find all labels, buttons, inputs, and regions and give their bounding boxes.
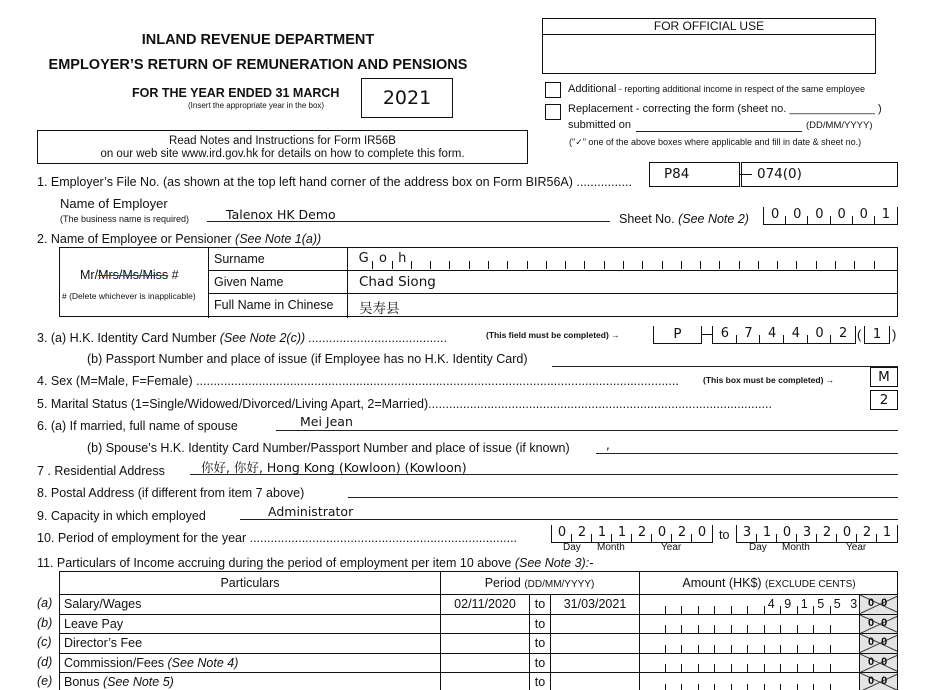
surname-letter-cell[interactable] [701,251,720,269]
cents-cell [859,615,898,634]
hkid-digit-5: 2 [839,326,848,341]
employer-name-value[interactable]: Talenox HK Demo [226,207,336,222]
period-to-label: to [534,636,546,650]
amount-tick [830,664,831,672]
surname-letter-cell[interactable] [720,251,739,269]
period-from-digit-cell[interactable] [552,525,572,542]
amount-tick [764,684,765,690]
to-day-label: Day [749,542,767,553]
given-name-value[interactable]: Chad Siong [359,274,436,290]
row-divider [60,614,898,615]
income-table [59,571,898,690]
amount-tick [731,625,732,633]
period-from-digit-5: 0 [657,525,667,540]
submitted-on-label: submitted on [568,119,631,131]
period-to-digit-1: 1 [762,525,772,540]
surname-letter-cell[interactable] [663,251,682,269]
official-use-box [542,18,876,74]
income-label: Director’s Fee [64,636,143,650]
amount-tick [780,625,781,633]
period-to-digit-2: 0 [782,525,792,540]
cents-value: 0 0 [868,636,890,648]
employer-name-note: (The business name is required) [60,214,190,224]
item-5-label: 5. Marital Status (1=Single/Widowed/Divorced/Living Apart, 2=Married)................................................................................................... [37,397,772,411]
income-row-label [64,617,123,631]
file-no-part-a[interactable]: P84 [649,162,740,187]
official-use-label: FOR OFFICIAL USE [543,19,875,35]
additional-checkbox[interactable] [545,82,561,98]
income-row-letter: (c) [37,635,52,649]
income-row-label [64,675,174,689]
amount-digit[interactable]: 9 [784,597,792,611]
surname-letter-cell[interactable] [740,251,759,269]
amount-tick [797,645,798,653]
period-to-label: to [534,675,546,689]
notes-box [37,130,528,164]
amount-tick [698,625,699,633]
surname-letter-cell[interactable] [624,251,643,269]
surname-letter-cell[interactable] [354,251,373,269]
sheet-digit-5: 1 [881,207,891,222]
hkid-check-digit[interactable]: 1 [864,326,890,344]
amount-tick [830,645,831,653]
col-particulars: Particulars [220,576,280,590]
from-month-label: Month [597,542,625,553]
sheet-digit-cell[interactable] [808,207,830,224]
hkid-digit-cell[interactable] [808,326,832,343]
amount-tick [780,645,781,653]
period-to-label: to [534,655,546,670]
chinese-name-value[interactable]: 吴寿县 [359,301,400,317]
period-from-field[interactable] [551,525,713,543]
amount-tick [714,684,715,690]
item-1-label: 1. Employer’s File No. (as shown at the top left hand corner of the address box on Form BIR56A) ................ [37,175,632,189]
hkid-paren-close: ) [892,327,897,342]
income-note: (See Note 4) [167,655,239,670]
period-from-digit-6: 2 [677,525,687,540]
amount-tick [813,625,814,633]
replacement-option [568,103,882,115]
surname-letter-cell[interactable] [412,251,431,269]
sheet-digit-cell[interactable] [875,207,897,224]
amount-tick [780,664,781,672]
amount-tick [731,645,732,653]
year-note: (Insert the appropriate year in the box) [188,101,325,110]
hkid-digit-cell[interactable] [784,326,808,343]
surname-letter-cell[interactable] [566,251,585,269]
col-period [440,572,639,594]
period-to-digit-cell[interactable] [817,525,837,542]
amount-tick [681,625,682,633]
to-month-label: Month [782,542,810,553]
period-from-value[interactable]: 02/11/2020 [454,597,516,611]
amount-tick [731,684,732,690]
sheet-no-note: (See Note 2) [678,212,749,226]
item-7-label: 7 . Residential Address [37,464,165,478]
hkid-digit-cell[interactable] [831,326,855,343]
spouse-id-line [596,453,898,454]
period-to-digit-cell[interactable] [777,525,797,542]
period-to-label: to [534,616,546,631]
surname-letter-cell[interactable] [508,251,527,269]
cents-value: 0 0 [868,616,890,629]
amount-tick [764,645,765,653]
item-3a-label [37,331,448,345]
surname-field[interactable] [354,251,894,269]
amount-digit[interactable]: 3 [850,597,858,611]
col-amount-text: Amount (HK$) [682,576,762,590]
spouse-id-value[interactable]: , [606,438,610,452]
item-3a-text: 3. (a) H.K. Identity Card Number [37,331,217,345]
replacement-desc: - correcting the form (sheet no. ______________ ) [632,103,882,115]
period-to-digit-cell[interactable] [837,525,857,542]
hkid-digit-0: 6 [720,326,729,341]
item-4-label: 4. Sex (M=Male, F=Female) ........................................................................................................................................... [37,374,679,388]
surname-letter-cell[interactable] [605,251,624,269]
period-to-value[interactable]: 31/03/2021 [563,597,627,611]
item-2-text: 2. Name of Employee or Pensioner [37,232,232,246]
given-name-label: Given Name [214,275,284,289]
surname-letter-cell[interactable] [547,251,566,269]
chinese-name-label: Full Name in Chinese [214,298,334,312]
amount-tick [830,625,831,633]
marital-status-field[interactable]: 2 [870,390,898,410]
amount-digit[interactable]: 1 [800,597,808,611]
amount-tick [665,625,666,633]
cents-value: 0 0 [868,655,890,668]
additional-label: Additional [568,83,617,95]
period-to-digit-4: 2 [822,525,832,540]
amount-digit[interactable]: 4 [767,597,775,611]
surname-letter-cell[interactable] [855,251,874,269]
submitted-on-line[interactable] [636,131,802,132]
item-2-note: (See Note 1(a)) [235,232,322,246]
period-from-digit-4: 2 [637,525,647,540]
spouse-name-line [276,430,898,431]
amount-tick [813,684,814,690]
amount-tick [797,684,798,690]
year-field[interactable]: 2021 [361,78,453,118]
amount-digit[interactable]: 5 [817,597,825,611]
sheet-digit-1: 0 [793,207,802,222]
surname-letter-cell[interactable] [875,251,894,269]
period-from-digit-cell[interactable] [572,525,592,542]
surname-letter-cell[interactable] [393,251,412,269]
cents-cell [859,595,898,614]
sheet-digit-cell[interactable] [831,207,853,224]
item-3b-label: (b) Passport Number and place of issue (if Employee has no H.K. Identity Card) [87,352,528,366]
amount-tick [780,684,781,690]
amount-tick [813,664,814,672]
address-value[interactable]: 你好, 你好, Hong Kong (Kowloon) (Kowloon) [201,460,467,475]
amount-tick [747,606,748,614]
period-from-digit-1: 2 [577,525,587,540]
period-from-digit-cell[interactable] [652,525,672,542]
title-mr: Mr/ [80,268,99,282]
postal-address-line[interactable] [348,497,898,498]
item-9-label: 9. Capacity in which employed [37,509,206,523]
amount-tick [830,684,831,690]
item-11-label [37,556,593,570]
period-from-digit-cell[interactable] [692,525,712,542]
amount-tick [747,664,748,672]
sheet-digit-2: 0 [815,207,824,222]
amount-tick [714,625,715,633]
additional-option [568,83,865,95]
row-divider [60,633,898,634]
col-amount [639,572,898,594]
amount-tick [681,645,682,653]
sheet-digit-3: 0 [837,207,846,222]
cents-cell [859,654,898,673]
sheet-digit-cell[interactable] [786,207,808,224]
amount-tick [813,645,814,653]
file-no-part-b[interactable]: 074(0) [741,162,898,187]
sheet-digit-4: 0 [859,207,868,222]
sheet-no-text: Sheet No. [619,212,675,226]
income-row-letter: (a) [37,596,53,610]
title-selector[interactable] [80,268,179,282]
notes-line-2: on our web site www.ird.gov.hk for details on how to complete this form. [100,148,465,160]
period-to-digit-cell[interactable] [797,525,817,542]
income-row-letter: (d) [37,654,53,669]
hkid-digit-3: 4 [791,326,800,341]
income-row-label [64,597,141,611]
amount-tick [747,684,748,690]
amount-tick [665,606,666,614]
notes-line-1: Read Notes and Instructions for Form IR56B [169,135,396,147]
cents-cell [859,673,898,690]
amount-tick [698,645,699,653]
hkid-prefix[interactable]: P [653,326,702,344]
additional-desc: - reporting additional income in respect of the same employee [616,84,865,94]
capacity-line [240,519,898,520]
item-6b-label: (b) Spouse’s H.K. Identity Card Number/Passport Number and place of issue (if known) [87,441,570,455]
period-to-digit-cell[interactable] [857,525,877,542]
hkid-paren-open: ( [857,327,862,342]
amount-tick [731,664,732,672]
surname-letter-cell[interactable] [470,251,489,269]
amount-tick [681,664,682,672]
item-4-required: (This box must be completed) → [703,375,835,385]
replacement-checkbox[interactable] [545,104,561,120]
hkid-digit-cell[interactable] [713,326,737,343]
item-2-label [37,232,321,246]
period-to-digit-5: 0 [842,525,852,540]
surname-letter-cell[interactable] [528,251,547,269]
hkid-digit-cell[interactable] [737,326,761,343]
surname-letter-cell[interactable] [643,251,662,269]
surname-letter-cell[interactable] [489,251,508,269]
col-amount-note: (EXCLUDE CENTS) [765,579,856,590]
col-period-text: Period [484,576,521,590]
hkid-digit-cell[interactable] [760,326,784,343]
tick-note: ("✓" one of the above boxes where applicable and fill in date & sheet no.) [569,137,862,147]
hkid-digits[interactable] [712,326,856,344]
department-title: INLAND REVENUE DEPARTMENT [141,32,375,48]
amount-tick [714,664,715,672]
amount-tick [731,606,732,614]
surname-letter-cell[interactable] [817,251,836,269]
period-from-digit-0: 0 [557,525,567,540]
amount-tick [681,684,682,690]
amount-tick [747,625,748,633]
sheet-digit-cell[interactable] [764,207,786,224]
period-from-digit-3: 1 [617,525,627,540]
period-from-digit-cell[interactable] [612,525,632,542]
period-to-digit-cell[interactable] [877,525,897,542]
period-from-digit-cell[interactable] [592,525,612,542]
amount-tick [747,645,748,653]
title-note: # (Delete whichever is inapplicable) [62,291,196,301]
period-to-field[interactable] [736,525,898,543]
amount-tick [764,664,765,672]
amount-tick [698,684,699,690]
surname-letter-cell[interactable] [431,251,450,269]
surname-letter-cell[interactable] [759,251,778,269]
surname-letter-cell[interactable] [778,251,797,269]
period-to-digit-6: 2 [862,525,872,540]
amount-digit[interactable]: 5 [833,597,841,611]
title-struck: Mrs/Ms/Miss [98,268,169,282]
amount-tick [665,664,666,672]
from-day-label: Day [563,542,581,553]
sheet-no-digits[interactable] [763,207,898,225]
cents-value: 0 0 [868,675,890,687]
income-label: Commission/Fees [64,655,165,670]
amount-tick [698,664,699,672]
surname-letter-1: o [378,251,387,266]
amount-tick [665,645,666,653]
item-10-label: 10. Period of employment for the year ............................................................................. [37,531,518,545]
row-divider [60,672,898,673]
income-row-letter: (e) [37,674,53,688]
hkid-digit-1: 7 [744,326,753,341]
amount-tick [714,606,715,614]
income-note: (See Note 5) [102,675,174,689]
surname-letter-cell[interactable] [585,251,604,269]
to-year-label: Year [846,542,867,553]
surname-label: Surname [214,252,265,266]
period-to-label: to [719,528,730,542]
surname-letter-cell[interactable] [450,251,469,269]
year-label: FOR THE YEAR ENDED 31 MARCH [132,86,340,100]
title-hash: # [168,268,179,282]
hkid-digit-2: 4 [768,326,777,341]
amount-tick [714,645,715,653]
income-row-letter: (b) [37,615,53,630]
period-to-digit-7: 1 [882,525,892,540]
capacity-value[interactable]: Administrator [268,504,354,519]
period-from-digit-7: 0 [697,525,707,540]
form-title: EMPLOYER’S RETURN OF REMUNERATION AND PENSIONS [48,57,468,73]
col-period-format: (DD/MM/YYYY) [524,579,595,590]
cents-cell [859,634,898,653]
item-11-text: 11. Particulars of Income accruing during the period of employment per item 10 above [37,556,512,570]
row-divider [60,653,898,654]
amount-tick [665,684,666,690]
employee-name-table [59,247,898,317]
spouse-name-value[interactable]: Mei Jean [300,414,353,429]
surname-letter-cell[interactable] [373,251,392,269]
sheet-no-label [619,212,749,226]
income-label: Leave Pay [64,616,124,631]
period-from-digit-cell[interactable] [672,525,692,542]
period-to-digit-0: 3 [742,525,752,540]
surname-letter-cell[interactable] [682,251,701,269]
period-to-digit-3: 3 [802,525,812,540]
amount-tick [698,606,699,614]
period-to-label: to [534,597,546,611]
sex-field[interactable]: M [870,367,898,387]
item-3a-note: (See Note 2(c)) ........................................ [219,331,448,345]
from-year-label: Year [661,542,682,553]
surname-letter-cell[interactable] [836,251,855,269]
amount-tick [797,664,798,672]
period-to-digit-cell[interactable] [737,525,757,542]
item-3a-required: (This field must be completed) → [486,330,620,340]
surname-letter-2: h [398,251,407,266]
period-from-digit-cell[interactable] [632,525,652,542]
income-label: Bonus [64,675,100,689]
surname-letter-0: G [358,251,369,266]
amount-tick [681,606,682,614]
period-from-digit-2: 1 [597,525,607,540]
item-11-note: (See Note 3):- [514,556,594,570]
passport-line[interactable] [552,366,898,367]
sheet-digit-cell[interactable] [853,207,875,224]
surname-letter-cell[interactable] [797,251,816,269]
amount-tick [797,625,798,633]
employer-name-label: Name of Employer [60,196,168,211]
item-8-label: 8. Postal Address (if different from item 7 above) [37,486,305,500]
sheet-digit-0: 0 [770,207,780,222]
replacement-label: Replacement [568,103,633,115]
income-row-label [64,636,142,650]
submitted-date-format: (DD/MM/YYYY) [806,120,873,131]
income-row-label [64,656,238,670]
income-label: Salary/Wages [64,597,142,611]
hkid-digit-4: 0 [815,326,824,341]
amount-tick [764,625,765,633]
period-to-digit-cell[interactable] [757,525,777,542]
cents-value: 0 0 [868,597,890,609]
item-6a-label: 6. (a) If married, full name of spouse [37,419,238,433]
